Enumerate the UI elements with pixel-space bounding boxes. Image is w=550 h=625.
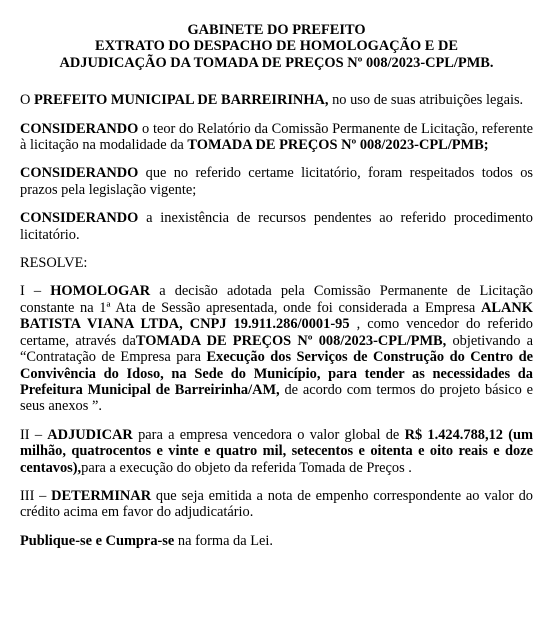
bold-segment: ALANK BATISTA VIANA LTDA, CNPJ 19.911.286/0001-95: [20, 299, 533, 333]
resolve-heading: RESOLVE:: [20, 255, 88, 272]
bold-segment: TOMADA DE PREÇOS Nº 008/2023-CPL/PMB;: [187, 137, 489, 154]
bold-segment: R$ 1.424.788,12 (um milhão, quatrocentos e vinte e quatro mil, setecentos e oitenta e oito reais e doze centavos),: [20, 426, 533, 476]
text-segment: O: [20, 92, 34, 109]
paragraph-item-3: [20, 488, 533, 521]
paragraph-item-1: [20, 283, 533, 414]
title-line-3: ADJUDICAÇÃO DA TOMADA DE PREÇOS Nº 008/2023-CPL/PMB.: [59, 54, 494, 71]
paragraph-considerando-2: [20, 165, 533, 198]
text-segment: I –: [20, 283, 51, 300]
bold-segment: HOMOLOGAR: [50, 283, 151, 300]
text-segment: que no referido certame licitatório, foram respeitados todos os prazos pela legislação vigente;: [20, 165, 533, 198]
paragraph-item-2: [20, 427, 533, 476]
bold-segment: Publique-se e Cumpra-se: [20, 532, 175, 549]
text-segment: para a empresa vencedora o valor global de: [132, 426, 405, 443]
text-segment: no uso de suas atribuições legais.: [328, 92, 524, 109]
bold-segment: TOMADA DE PREÇOS Nº 008/2023-CPL/PMB,: [135, 332, 447, 349]
text-segment: que seja emitida a nota de empenho correspondente ao valor do crédito acima em favor do adjudicatário.: [20, 487, 533, 521]
bold-segment: CONSIDERANDO: [20, 210, 139, 227]
text-segment: para a execução do objeto da referida Tomada de Preços .: [81, 459, 412, 476]
title-line-1: GABINETE DO PREFEITO: [187, 22, 366, 38]
paragraph-considerando-1: [20, 121, 533, 154]
text-segment: a inexistência de recursos pendentes ao referido procedimento licitatório.: [20, 210, 533, 243]
text-segment: o teor do Relatório da Comissão Permanente de Licitação, referente à licitação na modalidade da: [20, 120, 533, 154]
text-segment: II –: [20, 426, 48, 443]
paragraph-considerando-3: [20, 210, 533, 243]
document-title: [20, 22, 533, 71]
text-segment: na forma da Lei.: [174, 532, 274, 549]
text-segment: de acordo com termos do projeto básico e seus anexos ”.: [20, 381, 533, 415]
bold-segment: Execução dos Serviços de Construção do Centro de Convivência do Idoso, na Sede do Município, para tender as necessidades da Prefeitura Municipal de Barreirinha/AM,: [20, 349, 533, 398]
bold-segment: CONSIDERANDO: [20, 165, 139, 182]
paragraph-prefeito: [20, 92, 533, 108]
bold-segment: DETERMINAR: [51, 487, 152, 504]
text-segment: III –: [20, 487, 52, 504]
bold-segment: PREFEITO MUNICIPAL DE BARREIRINHA,: [34, 92, 329, 109]
paragraph-closing: [20, 533, 533, 549]
text-segment: a decisão adotada pela Comissão Permanente de Licitação constante na 1ª Ata de Sessão apresentada, onde foi considerada a Empresa: [20, 283, 534, 316]
bold-segment: ADJUDICAR: [47, 426, 133, 443]
text-segment: objetivando a “Contratação de Empresa para: [20, 332, 534, 366]
title-line-2: EXTRATO DO DESPACHO DE HOMOLOGAÇÃO E DE: [95, 38, 458, 55]
bold-segment: CONSIDERANDO: [20, 120, 139, 137]
text-segment: , como vencedor do referido certame, através da: [20, 316, 533, 349]
